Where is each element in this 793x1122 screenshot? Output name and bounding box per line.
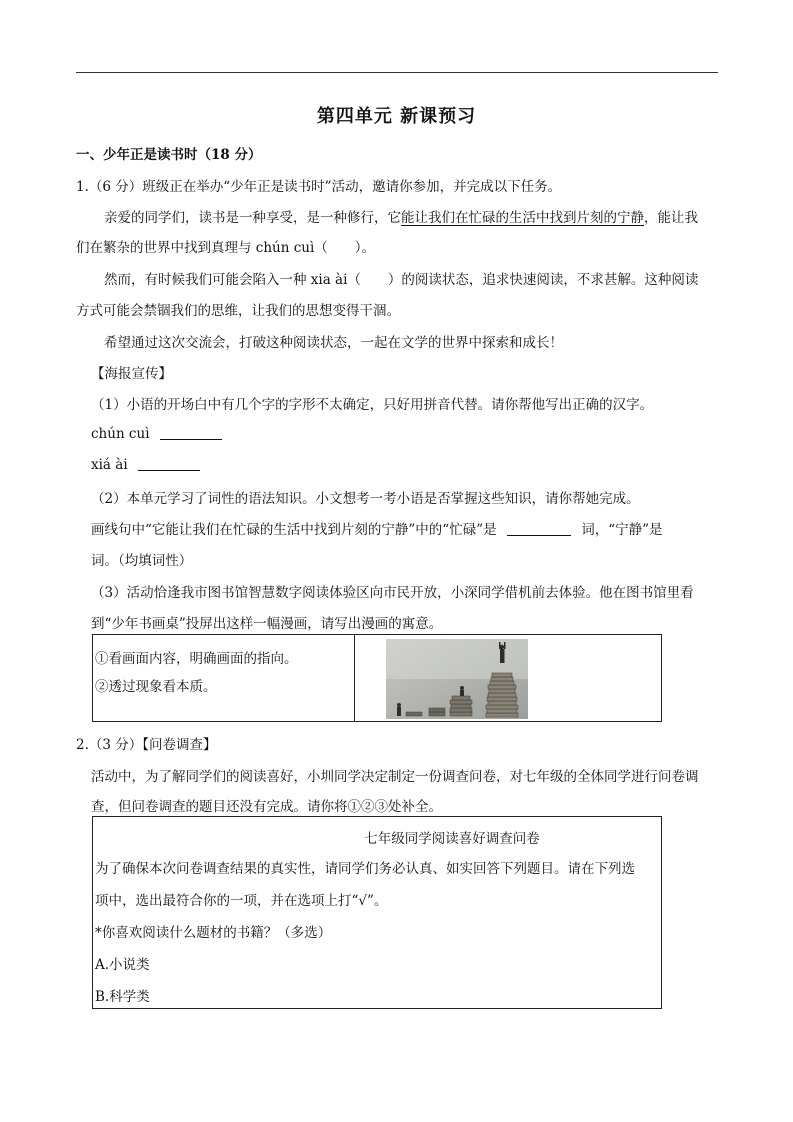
passage-text: 亲爱的同学们，读书是一种享受，是一种修行，它 — [104, 210, 401, 226]
hint-cell — [95, 645, 298, 701]
sub-question-3-line2: 到“少年书画桌”投屏出这样一幅漫画，请写出漫画的寓意。 — [91, 616, 443, 632]
survey-question: *你喜欢阅读什么题材的书籍？（多选） — [95, 925, 332, 941]
cartoon-image — [386, 639, 528, 719]
sub-question-3: （3）活动恰逢我市图书馆智慧数字阅读体验区向市民开放，小深同学借机前去体验。他在图书馆里看 — [91, 585, 694, 601]
passage-paragraph-2-cont: 方式可能会禁锢我们的思维，让我们的思想变得干涸。 — [76, 303, 400, 319]
survey-option-a[interactable]: A.小说类 — [95, 957, 150, 973]
hint-tip-2: ②透过现象看本质。 — [95, 679, 217, 695]
pinyin-label: chún cuì — [91, 426, 150, 442]
hint-table — [92, 634, 662, 722]
question-text: 词，“宁静”是 — [581, 522, 663, 538]
sub-question-2-line3: 词。（均填词性） — [91, 553, 193, 569]
pinyin-label: xiá ài — [91, 457, 128, 473]
header-rule — [76, 72, 718, 73]
answer-blank[interactable] — [160, 425, 222, 440]
section-heading: 一、少年正是读书时（18 分） — [76, 147, 262, 163]
question-text: 画线句中“它能让我们在忙碌的生活中找到片刻的宁静”中的“忙碌”是 — [91, 522, 497, 538]
answer-row-2 — [91, 456, 200, 473]
question-2-line1: 活动中，为了解同学们的阅读喜好，小圳同学决定制定一份调查问卷，对七年级的全体同学进行问卷调 — [91, 769, 699, 785]
survey-title: 七年级同学阅读喜好调查问卷 — [364, 831, 540, 847]
underlined-sentence: 能让我们在忙碌的生活中找到片刻的宁静 — [401, 210, 644, 226]
hint-tip-1: ①看画面内容，明确画面的指向。 — [95, 651, 298, 667]
sub-question-2-line2 — [91, 518, 663, 538]
poster-heading: 【海报宣传】 — [91, 366, 172, 382]
passage-paragraph-2: 然而，有时候我们可能会陷入一种 xia ài（ ）的阅读状态，追求快速阅读，不求甚解。这种阅读 — [104, 272, 699, 288]
table-divider — [354, 635, 355, 721]
sub-question-1: （1）小语的开场白中有几个字的字形不太确定，只好用拼音代替。请你帮他写出正确的汉字。 — [91, 397, 654, 413]
question-1-intro: 1.（6 分）班级正在举办“少年正是读书时”活动，邀请你参加，并完成以下任务。 — [76, 179, 562, 195]
answer-blank[interactable] — [138, 456, 200, 471]
survey-instruction-2: 项中，选出最符合你的一项，并在选项上打“√”。 — [95, 893, 388, 909]
page-title: 第四单元 新课预习 — [316, 106, 477, 127]
passage-text: ，能让我 — [644, 210, 698, 226]
survey-instruction-1: 为了确保本次问卷调查结果的真实性，请同学们务必认真、如实回答下列题目。请在下列选 — [95, 861, 635, 877]
answer-blank[interactable] — [507, 521, 571, 536]
question-2-line2: 查，但问卷调查的题目还没有完成。请你将①②③处补全。 — [91, 799, 442, 815]
sub-question-2: （2）本单元学习了词性的语法知识。小文想考一考小语是否掌握这些知识，请你帮她完成。 — [91, 491, 640, 507]
answer-row-1 — [91, 425, 222, 442]
passage-paragraph-3: 希望通过这次交流会，打破这种阅读状态，一起在文学的世界中探索和成长！ — [104, 335, 563, 351]
passage-paragraph-1-cont: 们在繁杂的世界中找到真理与 chún cuì（ ）。 — [76, 240, 376, 256]
survey-box — [92, 816, 662, 1009]
survey-option-b[interactable]: B.科学类 — [95, 989, 150, 1005]
passage-paragraph-1 — [104, 206, 698, 226]
question-2-heading: 2.（3 分）【问卷调查】 — [76, 737, 217, 753]
